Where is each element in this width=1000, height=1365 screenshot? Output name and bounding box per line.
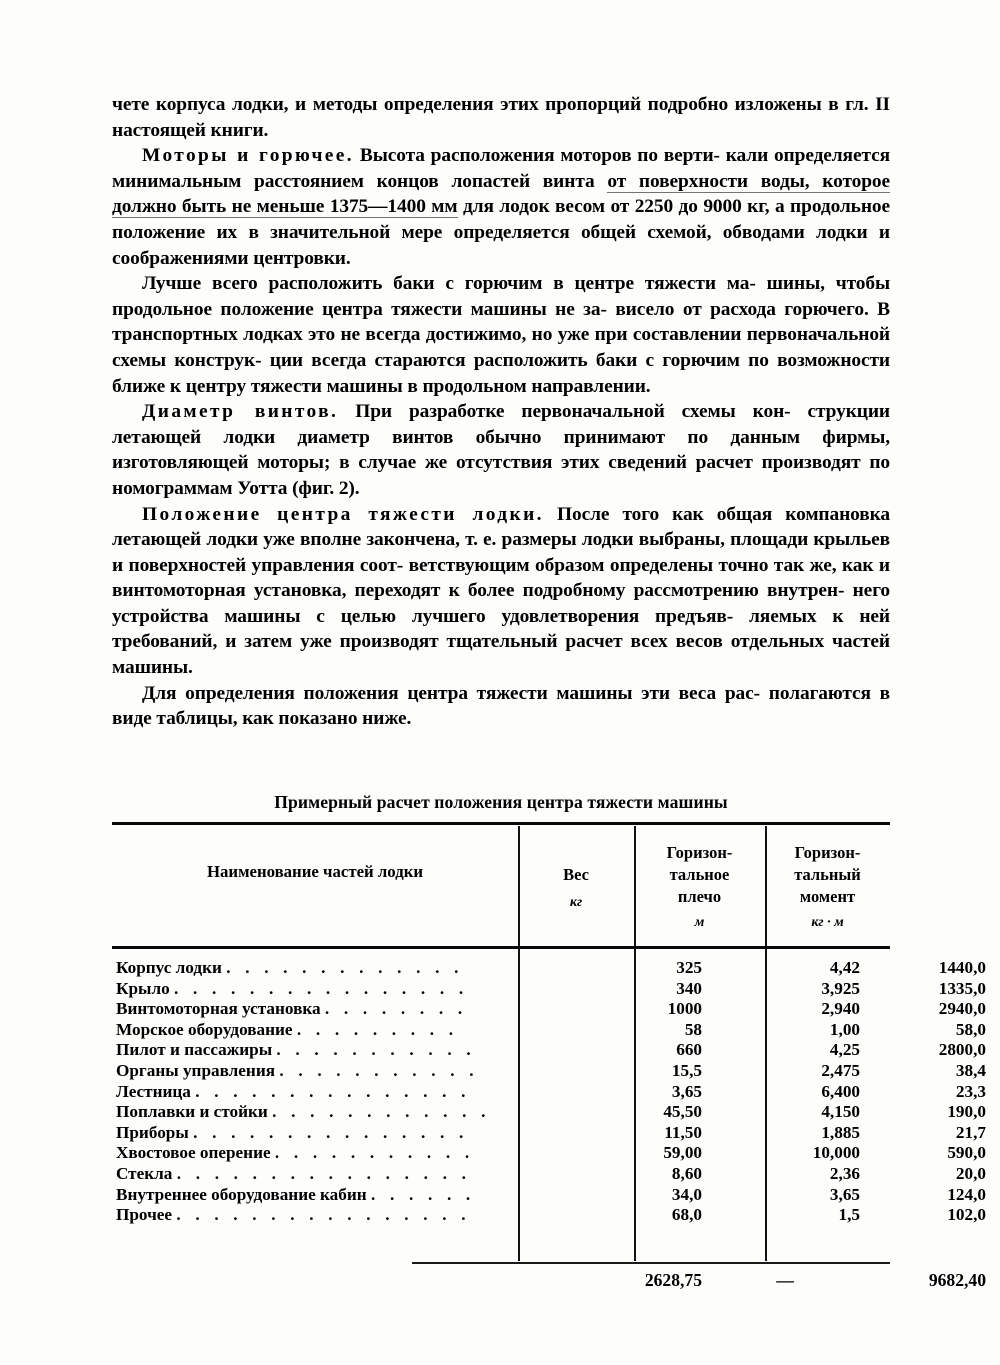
body-text [112, 92, 890, 732]
table-header-rule [112, 946, 890, 949]
para-3-line-3: висело от расхода горючего. В транспортных лодках это не всегда [112, 298, 890, 346]
para-3-line-2: шины, чтобы продольное положение центра тяжести машины не за- [112, 273, 890, 320]
row-weight: 68,0 [671, 1205, 702, 1225]
table-row [112, 978, 986, 1000]
para-2-line-1: Высота расположения моторов по верти- [359, 145, 720, 167]
row-horizontal-moment: 38,4 [955, 1060, 986, 1080]
row-part-name-text: Внутреннее оборудование кабин [116, 1184, 367, 1204]
row-horizontal-arm: 2,940 [821, 999, 860, 1019]
row-part-name-text: Приборы [116, 1122, 189, 1142]
para-3-line-4: достижимо, но уже при составлении первоначальной схемы конструк- [112, 324, 890, 371]
row-part-name [116, 1185, 514, 1205]
row-leader-dots: . . . . . . . . . . . [274, 1143, 475, 1163]
row-horizontal-arm: 6,400 [821, 1081, 860, 1101]
row-leader-dots: . . . . . . . . . [296, 1019, 459, 1039]
row-horizontal-moment: 58,0 [955, 1019, 986, 1039]
row-part-name-text: Лестница [116, 1081, 191, 1101]
row-horizontal-moment: 20,0 [955, 1163, 986, 1183]
row-part-name [116, 1020, 514, 1040]
row-leader-dots: . . . . . . . . . . . . . . . . [176, 1163, 472, 1183]
totals-row [112, 1260, 986, 1300]
row-horizontal-moment: 1440,0 [938, 958, 986, 977]
row-part-name-text: Пилот и пассажиры [116, 1040, 273, 1060]
para-5-line-3: лодки выбраны, площади крыльев и поверхностей управления соот- [112, 529, 890, 576]
row-horizontal-arm: 1,885 [821, 1122, 860, 1142]
row-horizontal-moment: 1335,0 [938, 978, 986, 998]
para-4-line-1: При разработке первоначальной схемы кон- [355, 401, 791, 423]
para-1-line-1: чете корпуса лодки, и методы определения этих пропорций подробно [112, 94, 729, 115]
header-arm-line-1: Горизон- [666, 843, 733, 862]
para-3-line-5: ции всегда стараются расположить баки с горючим по возможности [269, 349, 891, 371]
table-row [112, 1060, 986, 1082]
table-row [112, 1019, 986, 1041]
row-horizontal-moment: 190,0 [947, 1102, 986, 1122]
row-horizontal-arm: 3,925 [821, 978, 860, 998]
header-weight [518, 864, 634, 914]
totals-moment: 9682,40 [928, 1270, 986, 1290]
row-leader-dots: . . . . . . . . . . . [276, 1040, 476, 1060]
row-part-name [116, 979, 514, 999]
row-part-name [116, 958, 514, 978]
row-weight: 34,0 [671, 1184, 702, 1204]
row-part-name [116, 1040, 514, 1060]
row-leader-dots: . . . . . . . . . . . . . . . . [173, 978, 469, 998]
row-leader-dots: . . . . . . . . . . . . [272, 1102, 491, 1122]
row-horizontal-moment: 23,3 [955, 1081, 986, 1101]
row-part-name-text: Винтомоторная установка [116, 999, 321, 1019]
para-5-line-7: ляемых к ней требований, и затем уже производят тщательный [112, 605, 891, 653]
row-horizontal-moment: 2800,0 [938, 1040, 986, 1060]
header-moment-line-3: момент [799, 887, 856, 906]
row-weight: 8,60 [671, 1163, 702, 1183]
row-weight: 15,5 [671, 1060, 702, 1080]
row-leader-dots: . . . . . . . . . . . . . . . [195, 1081, 471, 1101]
table-row [112, 1143, 986, 1164]
table-caption: Примерный расчет положения центра тяжести машины [274, 792, 728, 812]
para-4-line-3: данным фирмы, изготовляющей моторы; в случае же отсутствия этих [112, 426, 890, 474]
row-weight: 3,65 [671, 1081, 702, 1101]
row-part-name-text: Поплавки и стойки [116, 1102, 268, 1122]
para-1-line-2: изложены в гл. II настоящей книги. [112, 94, 891, 141]
header-weight-title: Вес [563, 865, 589, 884]
row-part-name [116, 999, 514, 1019]
totals-weight: 2628,75 [644, 1270, 702, 1290]
row-weight: 660 [676, 1040, 702, 1060]
table-row [112, 1184, 986, 1206]
header-weight-unit: кг [569, 895, 583, 910]
row-leader-dots: . . . . . . [370, 1184, 476, 1204]
row-leader-dots: . . . . . . . . . . . [279, 1060, 479, 1080]
row-weight: 325 [676, 958, 702, 977]
header-horizontal-arm [634, 842, 765, 934]
row-horizontal-arm: 4,25 [829, 1040, 860, 1060]
row-part-name-text: Стекла [116, 1163, 173, 1183]
row-horizontal-arm: 1,00 [829, 1019, 860, 1039]
row-horizontal-moment: 590,0 [947, 1143, 986, 1163]
paragraph-6-table-intro [112, 681, 890, 732]
row-part-name [116, 1102, 514, 1122]
weights-table [112, 822, 986, 1322]
table-row [112, 1205, 986, 1226]
row-horizontal-moment: 21,7 [955, 1122, 986, 1142]
table-row [112, 1081, 986, 1103]
para-2-line-4: для лодок весом от 2250 до 9000 кг, а продольное положение их [112, 196, 891, 243]
table-row [112, 1122, 986, 1144]
row-part-name-text: Крыло [116, 978, 170, 998]
row-part-name [116, 1205, 514, 1225]
table-row [112, 1040, 986, 1061]
para-5-line-5: установка, переходят к более подробному рассмотрению внутрен- [253, 580, 845, 602]
row-horizontal-moment: 124,0 [947, 1184, 986, 1204]
row-horizontal-moment: 2940,0 [938, 999, 986, 1019]
row-weight: 340 [676, 978, 702, 998]
para-5-line-6: него устройства машины с целью лучшего удовлетворения предъяв- [112, 580, 891, 627]
table-top-rule [112, 822, 890, 825]
para-4-line-4: сведений расчет производят по номограммам Уотта (фиг. 2). [112, 452, 891, 499]
table-body [112, 958, 986, 1226]
header-arm-unit: м [694, 915, 705, 930]
paragraph-4-propeller-diameter [112, 399, 890, 501]
row-part-name [116, 1123, 514, 1143]
table-row [112, 958, 986, 979]
row-part-name-text: Прочее [116, 1205, 173, 1225]
row-horizontal-arm: 3,65 [829, 1184, 860, 1204]
row-part-name-text: Хвостовое оперение [116, 1143, 271, 1163]
header-arm-line-2: тальное [669, 865, 730, 884]
table-row [112, 999, 986, 1020]
row-part-name [116, 1082, 514, 1102]
paragraph-2-motors-fuel [112, 143, 890, 271]
para-2-line-3: от поверхности воды, которое должно быть не меньше 1375—1400 мм [112, 170, 890, 218]
para-6-line-2: полагаются в виде таблицы, как показано ниже. [112, 682, 891, 730]
row-part-name-text: Корпус лодки [116, 958, 222, 977]
row-leader-dots: . . . . . . . . [324, 999, 468, 1019]
row-leader-dots: . . . . . . . . . . . . . [226, 958, 464, 977]
para-4-lead-in: Диаметр винтов. [142, 401, 339, 423]
row-weight: 11,50 [664, 1122, 702, 1142]
para-2-line-5: в значительной мере определяется общей схемой, обводами лодки и [248, 221, 890, 243]
row-part-name [116, 1143, 514, 1163]
para-5-line-2: компановка летающей лодки уже вполне закончена, т. е. размеры [112, 503, 891, 551]
paragraph-1 [112, 92, 890, 143]
row-leader-dots: . . . . . . . . . . . . . . . . [176, 1205, 471, 1225]
para-5-line-8: расчет всех весов отдельных частей машины. [112, 631, 890, 679]
row-horizontal-arm: 10,000 [812, 1143, 860, 1163]
paragraph-5-cg-position [112, 502, 890, 681]
table-row [112, 1102, 986, 1123]
table-row [112, 1163, 986, 1185]
row-horizontal-arm: 2,475 [821, 1060, 860, 1080]
row-part-name [116, 1061, 514, 1081]
totals-arm: — [776, 1270, 794, 1290]
header-moment-line-1: Горизон- [794, 843, 861, 862]
header-arm-line-3: плечо [677, 887, 722, 906]
para-5-line-1: После того как общая [557, 503, 773, 525]
header-part-name: Наименование частей лодки [206, 862, 424, 881]
row-part-name-text: Органы управления [116, 1060, 276, 1080]
para-2-line-6: соображениями центровки. [112, 247, 351, 269]
para-4-line-2: струкции летающей лодки диаметр винтов обычно принимают по [112, 401, 890, 448]
paragraph-3-fuel-tanks [112, 271, 890, 399]
para-2-line-2: кали определяется минимальным расстоянием концов лопастей винта [112, 145, 891, 192]
row-horizontal-arm: 4,42 [829, 958, 860, 977]
para-5-lead-in: Положение центра тяжести лодки. [142, 503, 544, 525]
row-part-name [116, 1164, 514, 1184]
row-weight: 45,50 [663, 1102, 702, 1122]
para-2-lead-in: Моторы и горючее. [142, 145, 355, 167]
header-moment-line-2: тальный [794, 865, 861, 884]
header-moment-unit: кг · м [811, 915, 844, 930]
row-horizontal-arm: 1,5 [838, 1205, 860, 1225]
para-6-line-1: Для определения положения центра тяжести машины эти веса рас- [142, 682, 761, 704]
row-leader-dots: . . . . . . . . . . . . . . . [193, 1122, 469, 1142]
row-weight: 58 [684, 1019, 702, 1039]
row-horizontal-moment: 102,0 [947, 1205, 986, 1225]
row-weight: 59,00 [663, 1143, 702, 1163]
row-horizontal-arm: 4,150 [821, 1102, 860, 1122]
row-horizontal-arm: 2,36 [829, 1163, 860, 1183]
para-3-line-1: Лучше всего расположить баки с горючим в центре тяжести ма- [142, 273, 756, 295]
header-horizontal-moment [765, 842, 890, 934]
row-weight: 1000 [667, 999, 702, 1019]
para-5-line-4: ветствующим образом определены точно так же, как и винтомоторная [112, 554, 890, 602]
para-3-line-6: ближе к центру тяжести машины в продольном направлении. [112, 375, 651, 397]
row-part-name-text: Морское оборудование [116, 1019, 293, 1039]
